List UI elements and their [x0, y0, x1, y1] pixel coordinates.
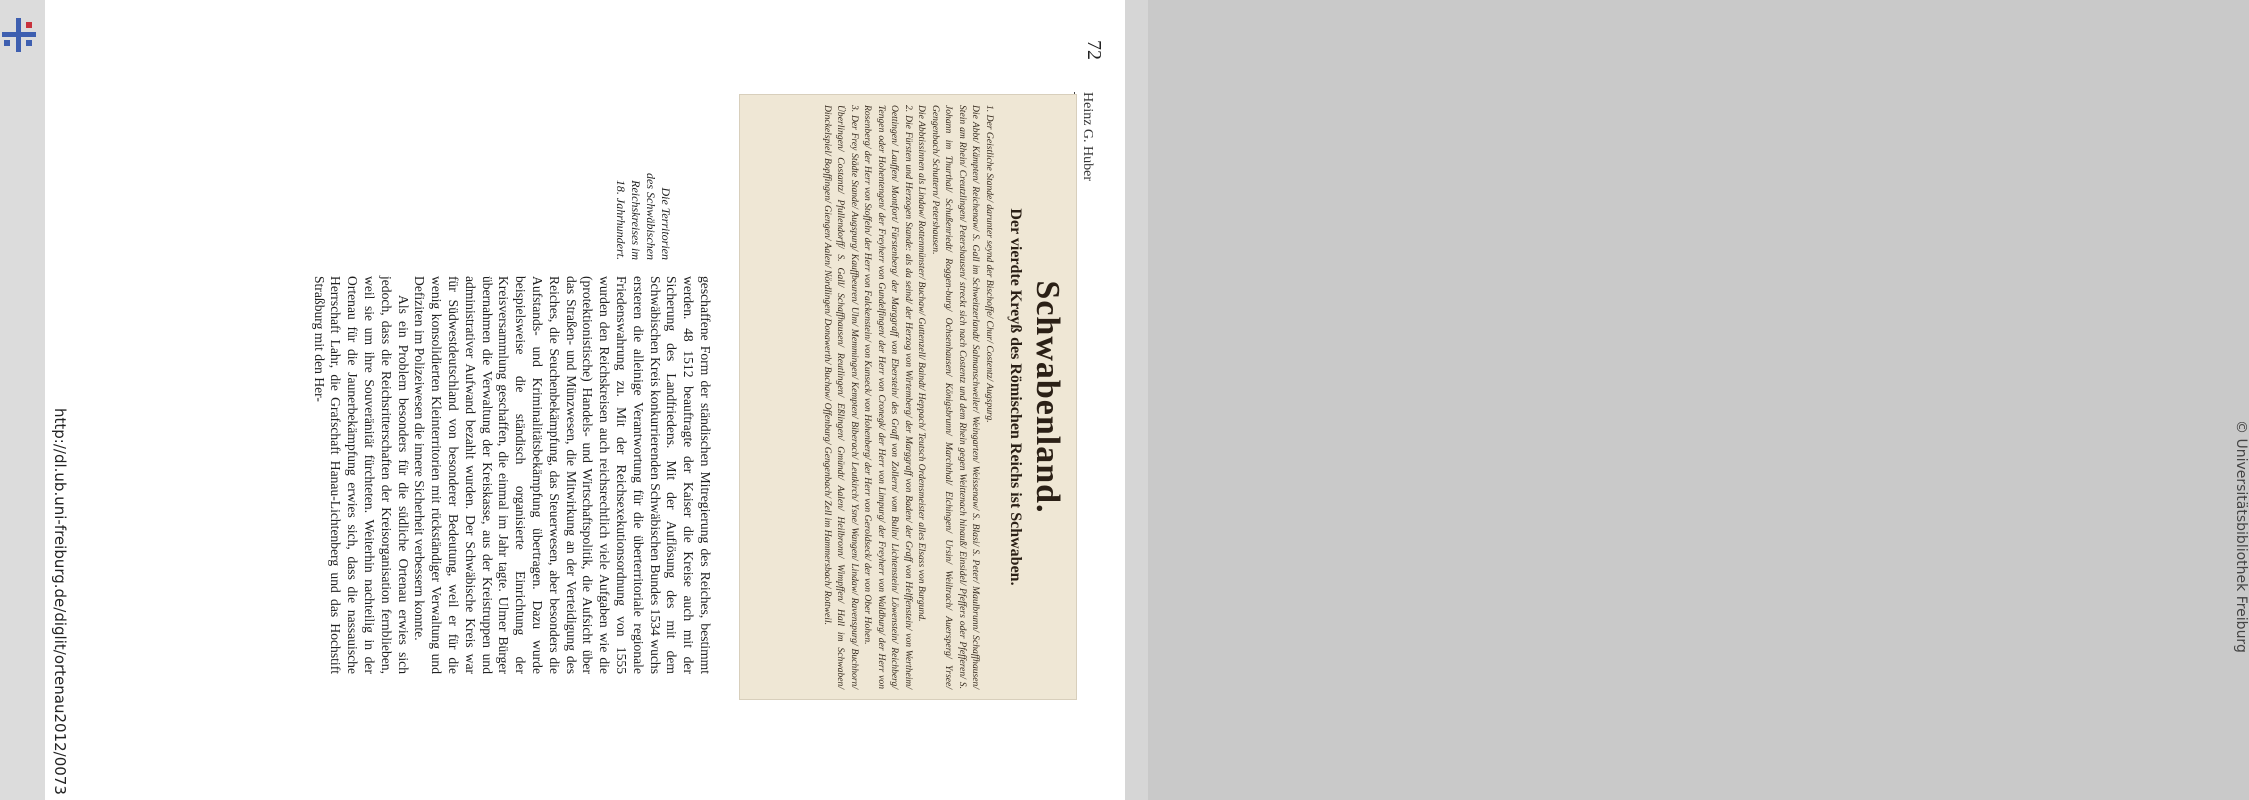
logo-strip — [0, 0, 45, 800]
caption-line: 18. Jahrhundert. — [614, 179, 628, 260]
scan-title: Schwabenland. — [1029, 280, 1066, 514]
library-logo-icon — [2, 18, 36, 52]
rotated-page-content — [45, 0, 1125, 800]
document-url: http://dl.ub.uni-freiburg.de/diglit/ortenau2012/0073 — [51, 408, 69, 795]
caption-line: Die Territorien — [659, 187, 673, 260]
document-page — [45, 0, 1125, 800]
caption-line: des Schwäbischen — [644, 173, 658, 260]
scan-paragraph: 3. Der Frey Städte Stande/ Augspurg/ Kauffbeuren/ Ulm/ Memmingen/ Kempten/ Biberach/ Leutkirch/ Ysne/ Wangen/ Lindaw/ Ravenspurg/ Buchhorn/ Überlingen/ Costantz/ Pfullendorff/ S. Gall/ Schaffhausen/ Reutlingen/ Eßlingen/ Gmündt/ Aalen/ Heilbronn/ Wimpffen/ Hall im Schwaben/ Dinckelspiel/ Bopffingen/ Giengen/ Aalen/ Nördlingen/ Donawerth/ Buchaw/ Offenburg/ Gengenbach/ Zell im Hammersbach/ Rottweil. — [822, 105, 860, 689]
historical-document-image — [739, 94, 1077, 700]
copyright-notice: © Universitätsbibliothek Freiburg — [2233, 420, 2249, 653]
body-text — [310, 276, 713, 674]
caption-line: Reichskreises im — [629, 180, 643, 260]
scan-paragraph: Die Abbt/ Kämpten/ Reichenaw/ S. Gall im Schweitzerlandt/ Salmanschweiler/ Weingarten/ Weissenaw/ S. Blasi/ S. Peter/ Maulbrunn/ Schaffhausen/ Stein am Rhein/ Creutzlingen/ Petershausen/ streckt sich nach Costentz und dem Rhein gegen Weittenach hinauß/ Einsidel/ Pfeffers oder Pfefferen/ S. Johann im Thurthal/ Schußenriedt/ Roggen-burg/ Ochsenhausen/ Königsbrunn/ Marchthal/ Elchingen/ Ursin/ Weiltrach/ Auersperg/ Yrsee/ Gengenbach/ Schuttern/ Petershausen. — [930, 105, 982, 689]
scan-paragraph: 2. Die Fürsten und Herzogen Stande: als da seind/ der Herzog von Wirtemberg/ der Marggraff von Baden/ der Graff von Helffenstein/ von Wertheim/ Oettingen/ Lauffen/ Montfort/ Fürstenberg/ der Marggraff von Eberstein/ des Graff von Zollern/ vom Bulin/ Lichtenstein/ Löwenstein/ Reichberg/ Tengen oder Hohentengen/ der Freyherr von Gundelfingen/ der Herr von Cronegk/ der Herr von Limpurg/ der Freyherr von Waldburg/ der Herr von Rosenberg/ der Herr von Stoffeln/ der Herr von Falckenstein/ von Kunseck/ von Hohenberg/ der Herr von Geroldseck/ der von Ober Hohen. — [862, 105, 914, 689]
scan-text — [821, 105, 997, 689]
page-number: 72 — [1083, 40, 1105, 60]
scan-paragraph: Die Abbtissinnen als Lindaw/ Rottenmünster/ Buchaw/ Guttenzell/ Baindt/ Heppach/ Teutsch Ordensmeister alles Elsass von Burgund. — [916, 105, 928, 622]
running-head: Heinz G. Huber — [1080, 92, 1095, 182]
body-paragraph: geschaffene Form der ständischen Mitregierung des Reiches, bestimmt werden. 48 1512 beauftragte der Kaiser die Kreise auch mit der Sicherung des Landfriedens. Mit der Auflösung des mit dem Schwäbischen Kreis konkurrierenden Schwäbischen Bundes 1534 wuchs ersteren die alleinige Verantwortung für die überterritoriale regionale Friedenswahrung zu. Mit der Reichsexekutionsordnung von 1555 wurden den Reichskreisen auch reichsrechtlich viele Aufgaben wie die (protektionistische) Handels- und Wirtschaftspolitik, die Aufsicht über das Straßen- und Münzwesen, die Mitwirkung an der Verteidigung des Reiches, die Seuchenbekämpfung, das Steuerwesen, aber besonders die Aufstands- und Kriminalitätsbekämpfung übertragen. Dazu wurde beispielsweise die ständisch organisierte Einrichtung der Kreisversammlung geschaffen, die einmal im Jahr tagte. Ulmer Bürger übernahmen die Verwaltung der Kreiskasse, aus der Kreistruppen und administrativer Aufwand bezahlt wurden. Der Schwäbische Kreis war für Südwestdeutschland von besonderer Bedeutung, weil er für die wenig konsolidierten Kleinterritorien mit rückständiger Verwaltung und Defiziten im Polizeiwesen die innere Sicherheit verbessern konnte. — [412, 276, 713, 674]
scan-subtitle: Der vierdte Kreyß des Römischen Reichs ist Schwaben. — [1007, 208, 1024, 586]
body-paragraph: Als ein Problem besonders für die südliche Ortenau erwies sich jedoch, dass die Reichsritterschaften der Kreisorganisation fernblieben, weil sie um ihre Souveränität fürchteten. Weiterhin nachteilig in der Ortenau für die Jaunerbekämpfung erwies sich, dass die nassauische Herrschaft Lahr, die Grafschaft Hanau-Lichtenberg und das Hochstift Straßburg mit den Her- — [311, 276, 411, 674]
scan-paragraph: 1. Der Geistliche Stande/ darunter seynd der Bischoffe/ Chur/ Costentz/ Augspurg. — [984, 105, 995, 423]
right-margin-strip — [1125, 0, 2249, 800]
figure-caption — [613, 140, 673, 260]
